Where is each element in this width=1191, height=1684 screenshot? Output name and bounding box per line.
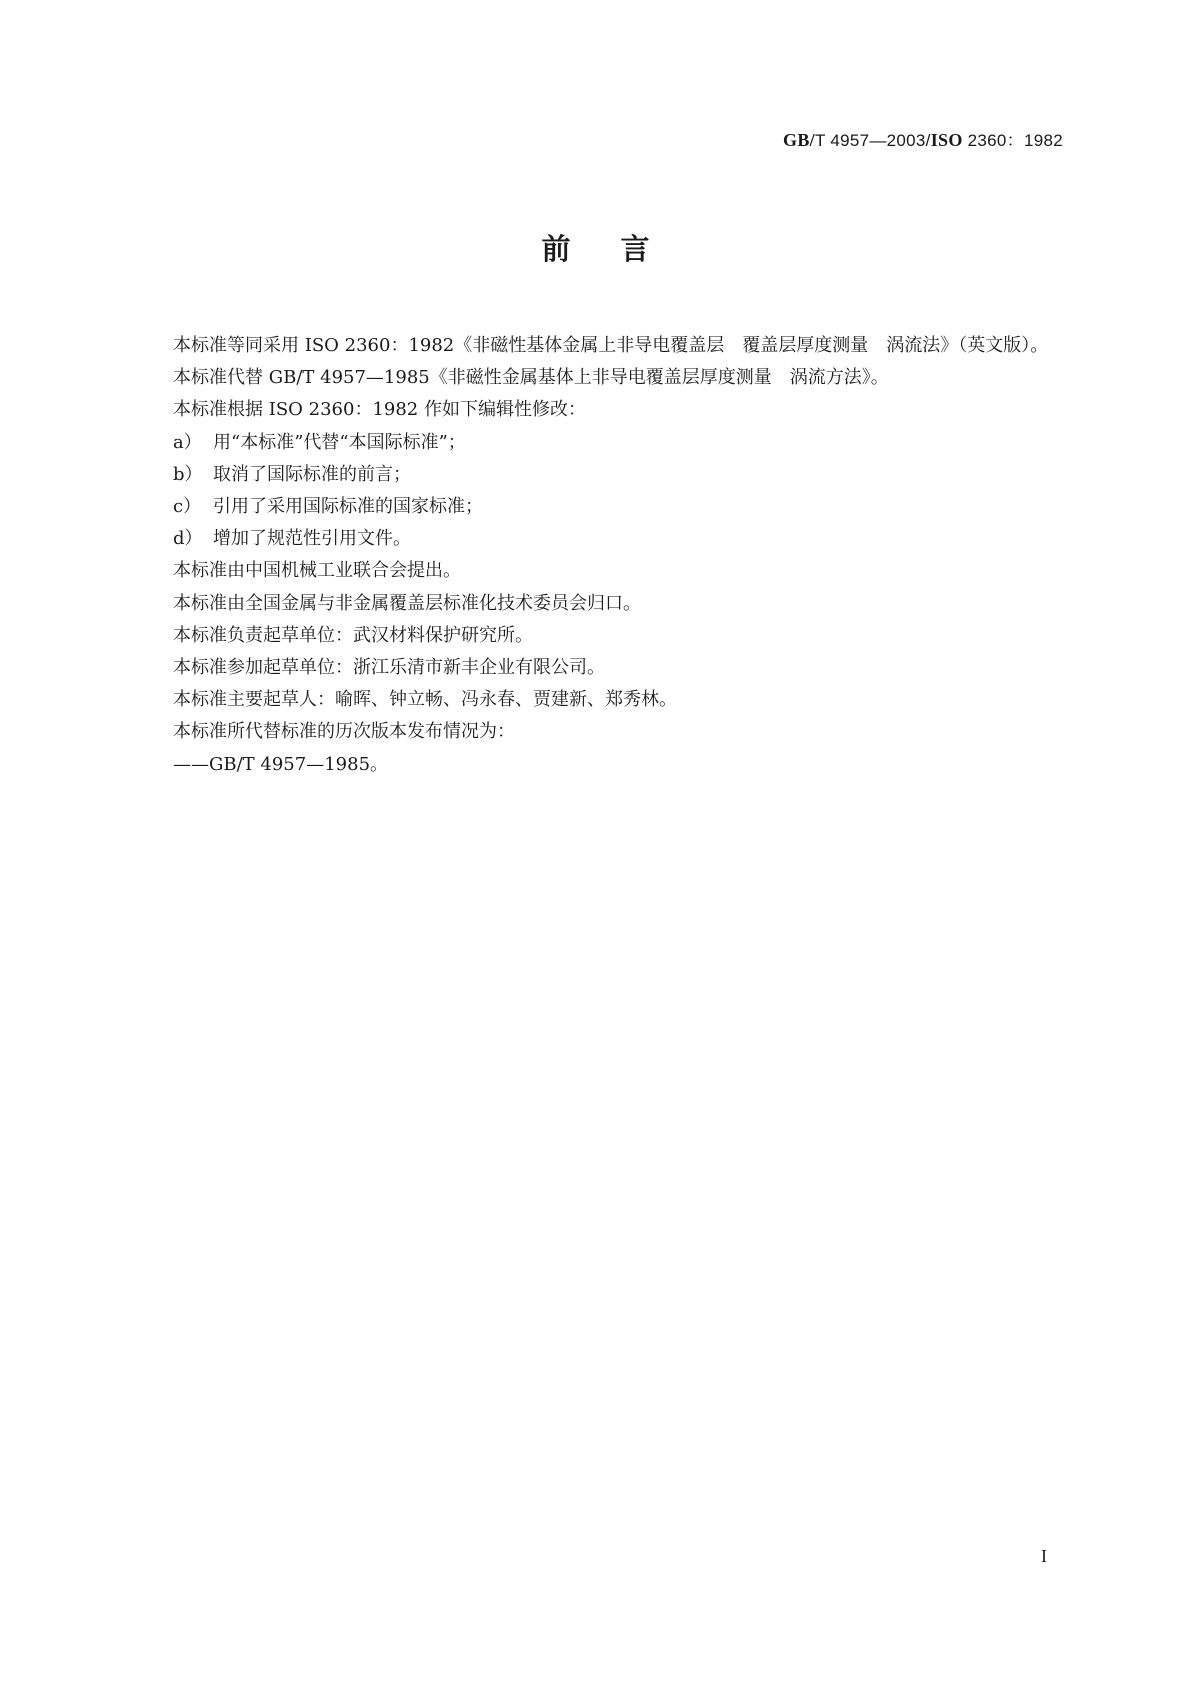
standard-number-part-gb: GB/ — [783, 130, 815, 150]
standard-number — [783, 126, 1063, 151]
list-item-marker: b） — [173, 463, 203, 485]
standard-number-part-iso-number: 2360：1982 — [962, 131, 1063, 150]
list-item — [125, 491, 1065, 523]
paragraph-adoption: 本标准等同采用 ISO 2360：1982《非磁性基体金属上非导电覆盖层 覆盖层厚度测量 涡流法》（英文版）。 — [173, 335, 1049, 356]
paragraph-participating-unit: 本标准参加起草单位：浙江乐清市新丰企业有限公司。 — [173, 657, 605, 679]
list-item-text: 取消了国际标准的前言； — [213, 463, 411, 485]
standard-number-part-iso: ISO — [930, 130, 963, 150]
list-item — [125, 427, 1065, 459]
list-item-text: 引用了采用国际标准的国家标准； — [213, 496, 483, 518]
foreword-body — [125, 330, 1065, 781]
paragraph-main-drafters: 本标准主要起草人：喻晖、钟立畅、冯永春、贾建新、郑秀林。 — [173, 689, 677, 711]
paragraph-version-history: 本标准所代替标准的历次版本发布情况为： — [173, 721, 515, 743]
paragraph-proposed-by: 本标准由中国机械工业联合会提出。 — [173, 560, 461, 582]
list-item-marker: a） — [173, 431, 202, 453]
page-title: 前言 — [541, 232, 700, 266]
list-item — [125, 523, 1065, 555]
standard-number-part-gb-number: T 4957—2003/ — [814, 131, 931, 150]
paragraph-previous-version: ——GB/T 4957—1985。 — [173, 753, 389, 775]
paragraph-replaces: 本标准代替 GB/T 4957—1985《非磁性金属基体上非导电覆盖层厚度测量 涡流方法》。 — [173, 367, 889, 389]
paragraph-under-jurisdiction: 本标准由全国金属与非金属覆盖层标准化技术委员会归口。 — [173, 592, 641, 614]
paragraph-drafting-unit: 本标准负责起草单位：武汉材料保护研究所。 — [173, 624, 533, 646]
list-item-marker: d） — [173, 528, 203, 550]
page-number: I — [1041, 1546, 1047, 1566]
list-item-text: 用“本标准”代替“本国际标准”； — [213, 431, 466, 453]
list-item-marker: c） — [173, 496, 202, 518]
paragraph-modifications: 本标准根据 ISO 2360：1982 作如下编辑性修改： — [173, 399, 586, 421]
list-item — [125, 459, 1065, 491]
list-item-text: 增加了规范性引用文件。 — [213, 528, 411, 550]
